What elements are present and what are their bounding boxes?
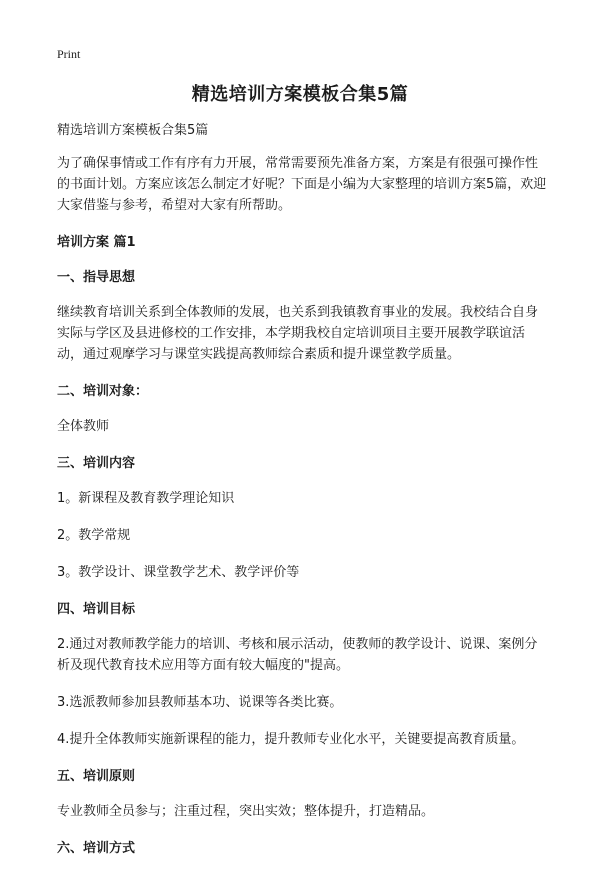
list-item: 3.选派教师参加县教师基本功、说课等各类比赛。: [57, 695, 343, 710]
list-item: 3。教学设计、课堂教学艺术、教学评价等: [57, 565, 300, 580]
heading-training-goals: 四、培训目标: [57, 602, 136, 617]
heading-training-methods: 六、培训方式: [57, 841, 136, 856]
document-subtitle: 精选培训方案模板合集5篇: [57, 123, 209, 138]
document-title: 精选培训方案模板合集5篇: [191, 84, 409, 105]
print-link[interactable]: Print: [57, 47, 81, 61]
paragraph-training-principles: 专业教师全员参与；注重过程，突出实效；整体提升，打造精品。: [57, 804, 435, 819]
list-item: 2。教学常规: [57, 528, 131, 543]
list-item: 2.通过对教师教学能力的培训、考核和展示活动，使教师的教学设计、说课、案例分析及现代教育技术应用等方面有较大幅度的"提高。: [57, 637, 538, 673]
paragraph-guiding-ideology: 继续教育培训关系到全体教师的发展，也关系到我镇教育事业的发展。我校结合自身实际与学区及县进修校的工作安排，本学期我校自定培训项目主要开展教学联谊活动，通过观摩学习与课堂实践提高教师综合素质和提升课堂教学质量。: [57, 305, 539, 362]
list-item: 1。新课程及教育教学理论知识: [57, 491, 235, 506]
document-body: [57, 120, 547, 873]
heading-training-principles: 五、培训原则: [57, 769, 136, 784]
heading-training-target: 二、培训对象：: [57, 384, 149, 399]
paragraph-training-target: 全体教师: [57, 419, 110, 434]
heading-guiding-ideology: 一、指导思想: [57, 270, 136, 285]
intro-paragraph: 为了确保事情或工作有序有力开展，常常需要预先准备方案，方案是有很强可操作性的书面计划。方案应该怎么制定才好呢？下面是小编为大家整理的培训方案5篇，欢迎大家借鉴与参考，希望对大家有所帮助。: [57, 156, 547, 213]
section-heading: 培训方案 篇1: [57, 235, 136, 250]
heading-training-content: 三、培训内容: [57, 456, 136, 471]
list-item: 4.提升全体教师实施新课程的能力，提升教师专业化水平，关键要提高教育质量。: [57, 732, 525, 747]
